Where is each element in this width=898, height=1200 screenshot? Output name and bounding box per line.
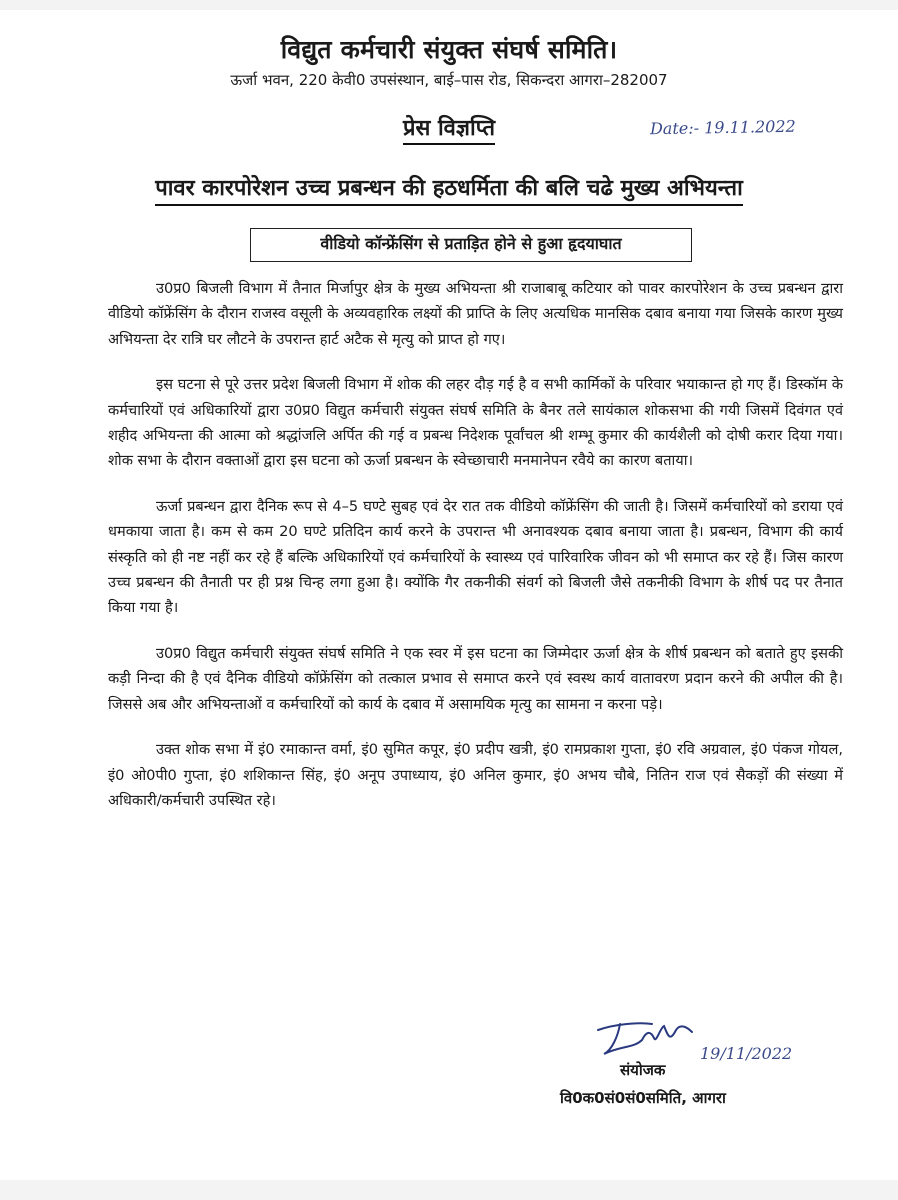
top-margin bbox=[0, 0, 898, 10]
paragraph-3: ऊर्जा प्रबन्धन द्वारा दैनिक रूप से 4–5 घण्टे सुबह एवं देर रात तक वीडियो कॉफ्रेंसिंग की जाती है। जिसमें कर्मचारियों को डराया एवं धमकाया जाता है। कम से कम 20 घण्टे प्रतिदिन कार्य करने के उपरान्त भी अनावश्यक दबाव बनाया जाता है। प्रबन्धन, विभाग की कार्य संस्कृति को ही नष्ट नहीं कर रहे हैं बल्कि अधिकारियों एवं कर्मचारियों के स्वास्थ्य एवं पारिवारिक जीवन को भी समाप्त कर रहे हैं। जिस कारण उच्च प्रबन्धन की तैनाती पर ही प्रश्न चिन्ह लगा हुआ है। क्योंकि गैर तकनीकी संवर्ग को बिजली जैसे तकनीकी विभाग के शीर्ष पद पर तैनात किया गया है। bbox=[108, 497, 844, 617]
subheadline-text: वीडियो कॉन्फ्रेंसिंग से प्रताड़ित होने से हुआ हृदयाघात bbox=[320, 234, 622, 253]
signatory-organization: वि0क0सं0सं0समिति, आगरा bbox=[560, 1089, 726, 1107]
handwritten-signature bbox=[590, 1010, 700, 1065]
press-release-heading-text: प्रेस विज्ञप्ति bbox=[403, 116, 495, 145]
paragraph-1: उ0प्र0 बिजली विभाग में तैनात मिर्जापुर क्षेत्र के मुख्य अभियन्ता श्री राजाबाबू कटियार को पावर कारपोरेशन के उच्च प्रबन्धन द्वारा वीडियो कॉफ्रेंसिंग के दौरान राजस्व वसूली के अव्यवहारिक लक्ष्यों की प्राप्ति के लिए अत्यधिक मानसिक दबाव बनाया गया जिसके कारण मुख्य अभियन्ता देर रात्रि घर लौटने के उपरान्त हार्ट अटैक से मृत्यु को प्राप्त हो गए। bbox=[108, 280, 843, 348]
headline bbox=[0, 172, 898, 202]
paragraph-2: इस घटना से पूरे उत्तर प्रदेश बिजली विभाग में शोक की लहर दौड़ गई है व सभी कार्मिकों के परिवार भयाकान्त हो गए हैं। डिस्कॉम के कर्मचारियों एवं अधिकारियों द्वारा उ0प्र0 विद्युत कर्मचारी संयुक्त संघर्ष समिति के बैनर तले सायंकाल शोकसभा की गयी जिसमें दिवंगत एवं शहीद अभियन्ता की आत्मा को श्रद्धांजलि अर्पित की गई व प्रबन्ध निदेशक पूर्वांचल श्री शम्भू कुमार की कार्यशैली को दोषी करार दिया गया। शोक सभा के दौरान वक्ताओं द्वारा इस घटना को ऊर्जा प्रबन्धन के स्वेच्छाचारी मनमानेपन रवैये का कारण बताया। bbox=[108, 376, 843, 470]
signatory-title: संयोजक bbox=[620, 1061, 666, 1079]
signature-block bbox=[560, 1010, 850, 1120]
signature-date: 19/11/2022 bbox=[700, 1044, 793, 1063]
body-text bbox=[108, 276, 843, 833]
organization-address: ऊर्जा भवन, 220 केवी0 उपसंस्थान, बाई–पास रोड, सिकन्दरा आगरा–282007 bbox=[230, 71, 668, 89]
handwritten-date: Date:- 19.11.2022 bbox=[649, 116, 796, 139]
bottom-margin bbox=[0, 1180, 898, 1200]
organization-title: विद्युत कर्मचारी संयुक्त संघर्ष समिति। bbox=[280, 35, 618, 64]
paragraph-5: उक्त शोक सभा में इं0 रमाकान्त वर्मा, इं0 सुमित कपूर, इं0 प्रदीप खत्री, इं0 रामप्रकाश गुप्ता, इं0 रवि अग्रवाल, इं0 पंकज गोयल, इं0 ओ0पी0 गुप्ता, इं0 शशिकान्त सिंह, इं0 अनूप उपाध्याय, इं0 अनिल कुमार, इं0 अभय चौबे, नितिन राज एवं सैकड़ों की संख्या में अधिकारी/कर्मचारी उपस्थित रहे। bbox=[108, 741, 843, 809]
paragraph-4: उ0प्र0 विद्युत कर्मचारी संयुक्त संघर्ष समिति ने एक स्वर में इस घटना का जिम्मेदार ऊर्जा क्षेत्र के शीर्ष प्रबन्धन को बताते हुए इसकी कड़ी निन्दा की है एवं दैनिक वीडियो कॉफ्रेंसिंग को तत्काल प्रभाव से समाप्त करने एवं स्वस्थ कार्य वातावरण प्रदान करने की अपील की है। जिससे अब और अभियन्ताओं व कर्मचारियों को कार्य के दबाव में असामयिक मृत्यु का सामना न करना पड़े। bbox=[108, 644, 843, 713]
subheadline-box bbox=[250, 228, 692, 262]
headline-text: पावर कारपोरेशन उच्च प्रबन्धन की हठधर्मिता की बलि चढे मुख्य अभियन्ता bbox=[155, 176, 743, 206]
